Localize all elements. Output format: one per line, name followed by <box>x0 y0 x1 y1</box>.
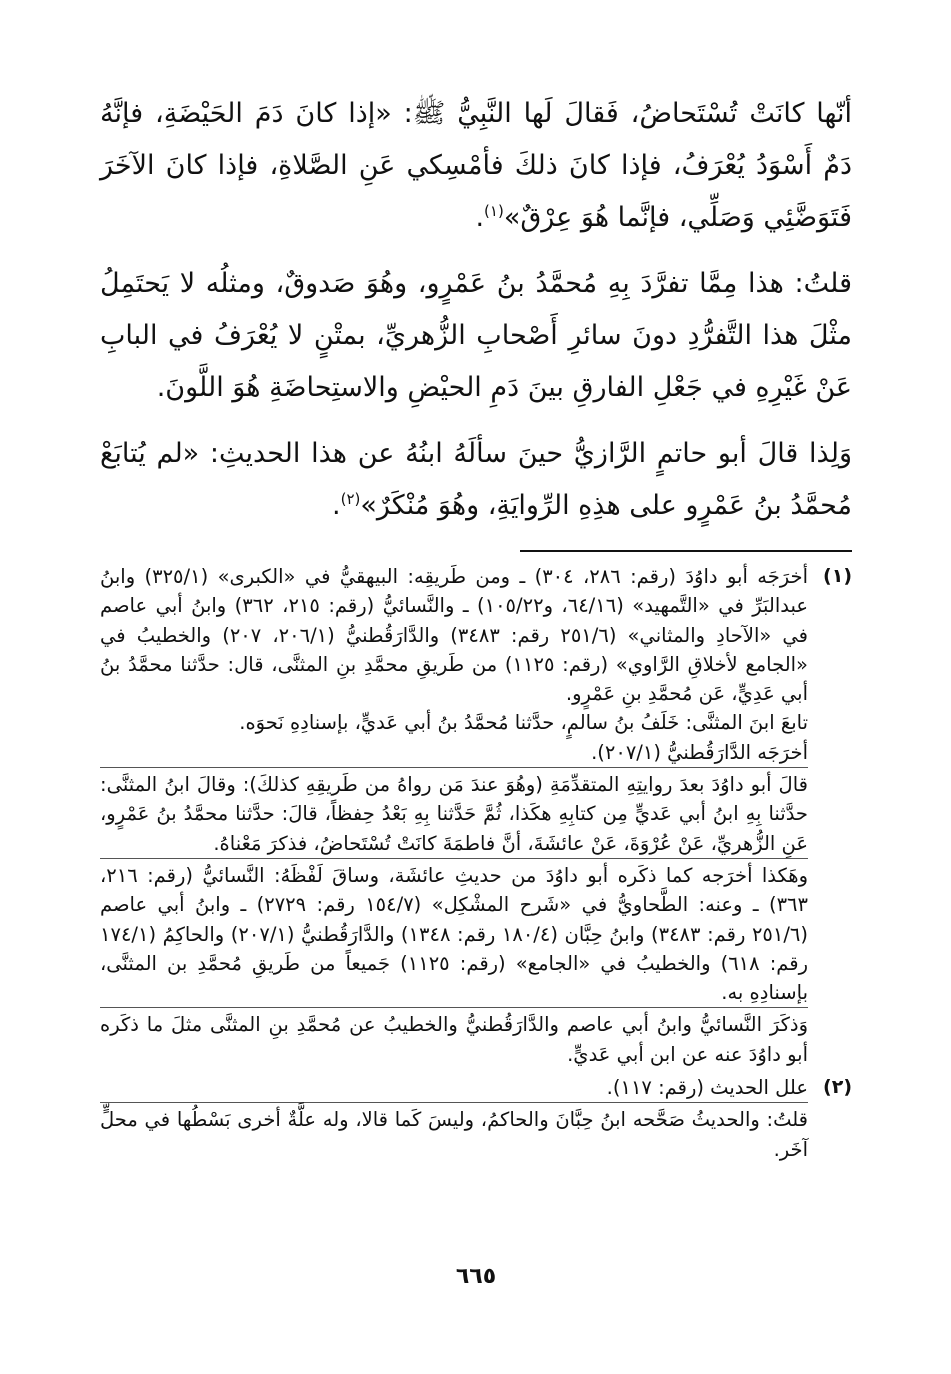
footnote-line: تابعَ ابنَ المثنَّى: خَلَفُ بنُ سالمٍ، حدَّثنا مُحمَّدُ بنُ أبي عَديٍّ، بإسنادِهِ نَحوَه. <box>239 711 808 735</box>
paragraph-1-text: أنّها كانَتْ تُسْتَحاضُ، فَقالَ لَها النَّبِيُّ ﷺ: «إذا كانَ دَمَ الحَيْضَةِ، فإنَّهُ دَمٌ أَسْوَدُ يُعْرَفُ، فإذا كانَ ذلكَ فأمْسِكي عَنِ الصَّلاةِ، فإذا كانَ الآخَرَ فَتَوَضَّئِي وَصَلِّي، فإنَّما هُوَ عِرْقٌ» <box>100 98 852 233</box>
footnote-line: أخرَجَه الدَّارَقُطنيُّ (٢٠٧/١). <box>591 740 808 764</box>
footnote-body <box>100 562 808 1069</box>
page-number: ٦٦٥ <box>455 1264 497 1289</box>
paragraph-3 <box>100 428 852 532</box>
footnote-ref-2[interactable]: (٢) <box>340 490 361 508</box>
footnote-line: علل الحديث (رقم: ١١٧). <box>606 1076 808 1100</box>
footnote-separator <box>520 550 852 552</box>
footnote-body <box>100 1073 808 1164</box>
footnote-line: قلتُ: والحديثُ صَحَّحه ابنُ حِبَّانَ والحاكمُ، وليسَ كَما قالا، وله علَّةٌ أخرى بَسْطُها في محلٍّ آخَر. <box>100 1102 808 1164</box>
paragraph-1-end: . <box>475 202 485 233</box>
paragraph-3-end: . <box>332 490 341 521</box>
footnote-number: (١) <box>823 565 852 587</box>
paragraph-3-text: وَلِذا قالَ أبو حاتمٍ الرَّازيُّ حينَ سألَهُ ابنُهُ عن هذا الحديثِ: «لم يُتابَعْ مُحمَّدُ بنُ عَمْرٍو على هذِهِ الرِّوايَةِ، وهُوَ مُنْكَرٌ» <box>100 438 852 521</box>
footnote-number: (٢) <box>823 1076 852 1099</box>
paragraph-2: قلتُ: هذا مِمَّا تفرَّدَ بِهِ مُحمَّدُ بنُ عَمْرٍو، وهُوَ صَدوقٌ، ومثلُه لا يَحتَمِلُ مثْلَ هذا التَّفرُّدِ دونَ سائرِ أَصْحابِ الزُّهريِّ، بمتْنٍ لا يُعْرَفُ في البابِ عَنْ غَيْرِهِ في جَعْلِ الفارقِ بينَ دَمِ الحيْضِ والاستِحاضَةِ هُوَ اللَّونَ. <box>100 268 852 403</box>
paragraph-1 <box>100 88 852 244</box>
footnote-1 <box>100 562 852 1069</box>
footnote-line: وَذكَرَ النَّسائيُّ وابنُ أبي عاصم والدَّارَقُطنيُّ والخطيبُ عن مُحمَّدِ بنِ المثنَّى مثلَ ما ذكَره أبو داوُدَ عنه عن ابن أبي عَديٍّ. <box>100 1007 808 1069</box>
book-page <box>100 88 852 1328</box>
footnote-line: قالَ أبو داوُدَ بعدَ روايتِهِ المتقدِّمَةِ (وهُوَ عندَ مَن رواهُ من طَريقِهِ كذلكَ): وقالَ ابنُ المثنَّى: حدَّثنا بِهِ ابنُ أبي عَديٍّ مِن كتابِهِ هكَذا، ثُمَّ حَدَّثنا بِهِ بَعْدُ حِفظاً، قالَ: حدَّثنا محمَّدُ بنُ عَمْرٍو، عَنِ الزُّهريِّ، عَنْ عُرْوَةَ، عَنْ عائشَةَ، أنَّ فاطمَةَ كانَتْ تُسْتَحاضُ، فذكرَ مَعْناهُ. <box>100 767 808 858</box>
footnote-line: أخرَجَه أبو داوُدَ (رقم: ٢٨٦، ٣٠٤) ـ ومن طَريقِه: البيهقيُّ في «الكبرى» (٣٢٥/١) وابنُ عبدالبَرِّ في «التَّمهيد» (٦٤/١٦، و١٠٥/٢٢) ـ والنَّسائيُّ (رقم: ٢١٥، ٣٦٢) وابنُ أبي عاصم في «الآحادِ والمثاني» (٢٥١/٦ رقم: ٣٤٨٣) والدَّارَقُطنيُّ (٢٠٦/١، ٢٠٧) والخطيبُ في «الجامع لأخلاقِ الرَّاوي» (رقم: ١١٢٥) من طَريقِ محمَّدِ بنِ المثنَّى، قال: حدَّثنا محمَّدُ بنُ أبي عَدِيٍّ، عَن مُحمَّدِ بنِ عَمْرٍو. <box>100 565 808 706</box>
main-text <box>100 88 852 532</box>
footnote-ref-1[interactable]: (١) <box>484 202 504 220</box>
footnotes <box>100 562 852 1164</box>
footnote-line: وهَكذا أخرَجه كما ذكَره أبو داوُدَ من حديثِ عائشَة، وساقَ لَفْظَهُ: النَّسائيُّ (رقم: ٢١٦، ٣٦٣) ـ وعنه: الطَّحاويُّ في «شَرح المشْكِل» (١٥٤/٧ رقم: ٢٧٢٩) ـ وابنُ أبي عاصم (٢٥١/٦ رقم: ٣٤٨٣) وابنُ حِبَّان (١٨٠/٤ رقم: ١٣٤٨) والدَّارَقُطنيُّ (٢٠٧/١) والحاكِمُ (١٧٤/١ رقم: ٦١٨) والخطيبُ في «الجامع» (رقم: ١١٢٥) جَميعاً من طَريقِ مُحمَّدِ بن المثنَّى، بإسنادِهِ به. <box>100 858 808 1007</box>
footnote-2 <box>100 1073 852 1164</box>
